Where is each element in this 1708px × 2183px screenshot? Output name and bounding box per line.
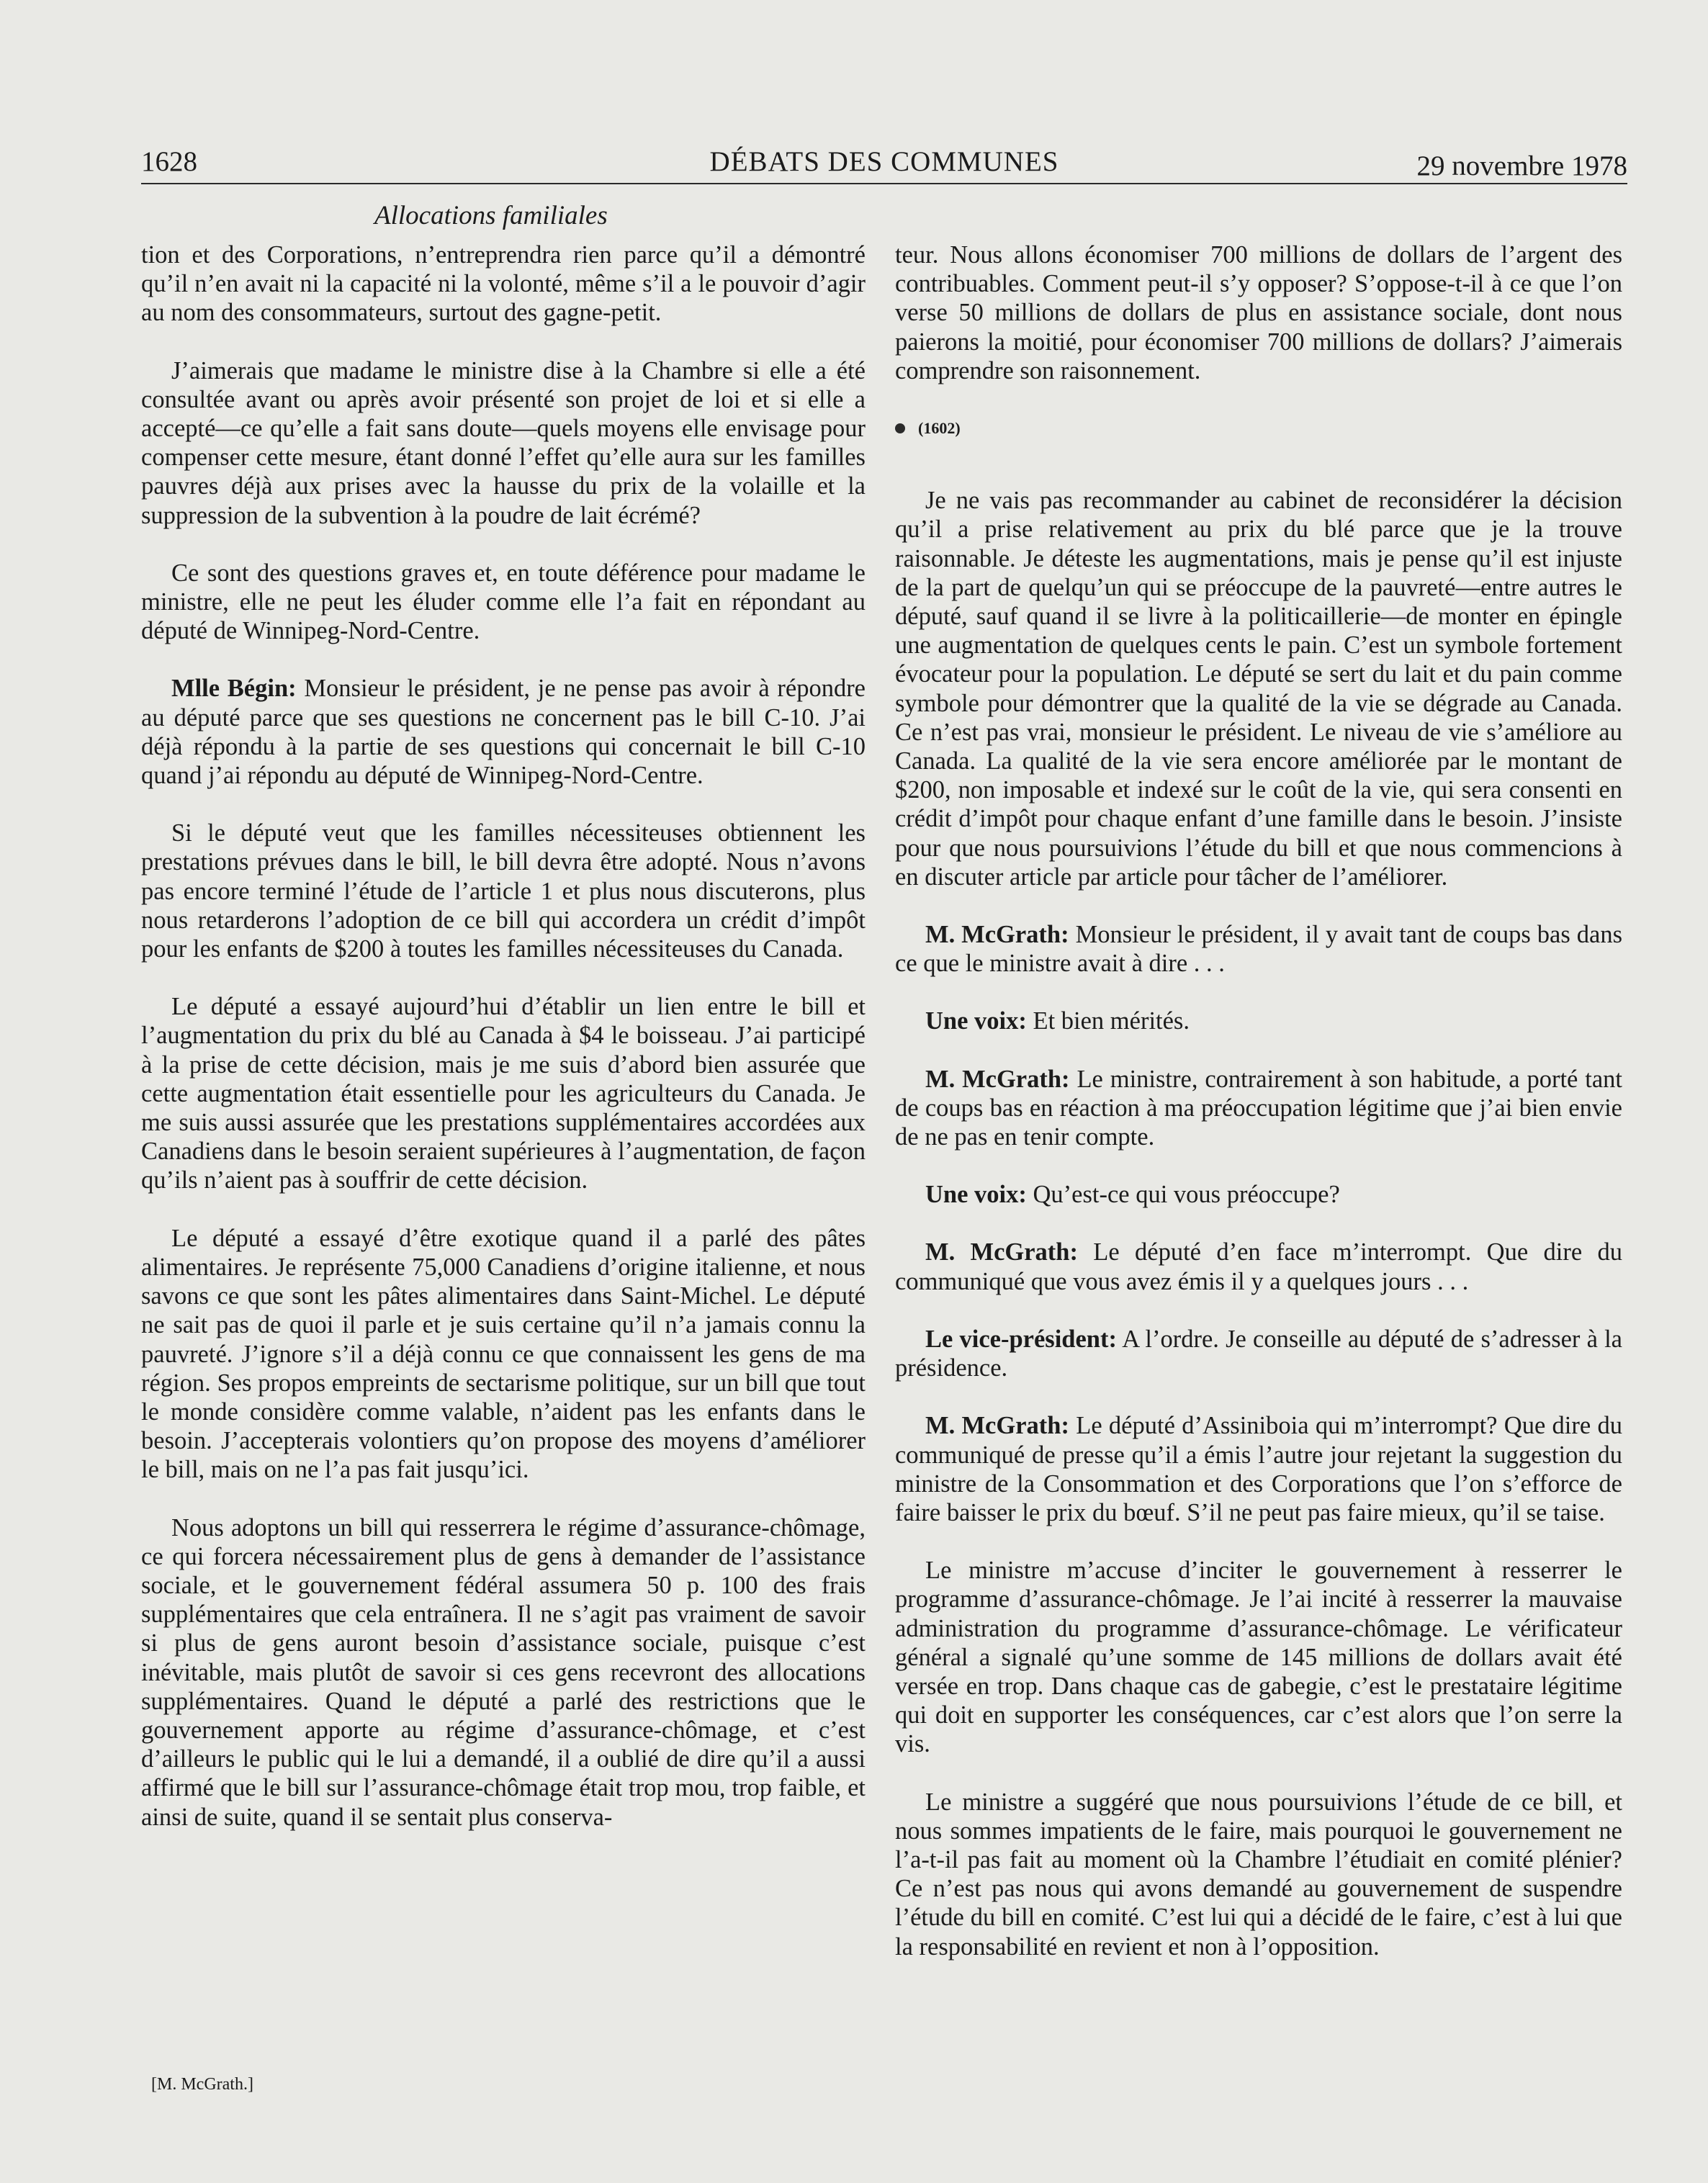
speech-paragraph [895, 1065, 1622, 1152]
speaker-name: M. McGrath: [925, 1412, 1069, 1440]
speech-paragraph [141, 674, 866, 790]
publication-title: DÉBATS DES COMMUNES [709, 146, 1059, 177]
speech-text: Le ministre, contrairement à son habitude, a porté tant de coups bas en réaction à ma préoccupation légitime que j’ai bien envie de ne pas en tenir compte. [895, 1065, 1622, 1151]
speech-paragraph [895, 1238, 1622, 1295]
publication-date: 29 novembre 1978 [1416, 150, 1627, 181]
speech-text: Monsieur le président, je ne pense pas avoir à répondre au député parce que ses questions ne concernent pas le bill C-10. J’ai déjà répondu à la partie de ses questions qui concernait le bill C-10 quand j’ai répondu au député de Winnipeg-Nord-Centre. [141, 675, 866, 790]
bullet-icon [895, 423, 905, 433]
speaker-name: M. McGrath: [925, 921, 1069, 949]
paragraph: J’aimerais que madame le ministre dise à la Chambre si elle a été consultée avant ou après avoir présenté son projet de loi et si elle a accepté—ce qu’elle a fait sans doute—quels moyens elle envisage pour compenser cette mesure, étant donné l’effet qu’elle aura sur les familles pauvres déjà aux prises avec la hausse du prix de la volaille et la suppression de la subvention à la poudre de lait écrémé? [141, 356, 866, 529]
paragraph: Je ne vais pas recommander au cabinet de reconsidérer la décision qu’il a prise relativement au prix du blé parce que je la trouve raisonnable. Je déteste les augmentations, mais je pense qu’il est injuste de la part de quelqu’un qui se préoccupe de la pauvreté—entre autres le député, sauf quand il se livre à la politicaillerie—de monter en épingle une augmentation de quelques cents le pain. C’est un symbole fortement évocateur pour la population. Le député se sert du lait et du pain comme symbole pour démontrer que la qualité de la vie se dégrade au Canada. Ce n’est pas vrai, monsieur le président. Le niveau de vie s’améliore au Canada. La qualité de la vie sera encore améliorée par le montant de $200, non imposable et indexé sur le coût de la vie, qui sera consenti en crédit d’impôt pour chaque enfant d’une famille dans le besoin. J’insiste pour que nous poursuivions l’étude du bill et que nous commencions à en discuter article par article pour tâcher de l’améliorer. [895, 487, 1622, 891]
speech-paragraph [895, 920, 1622, 978]
right-column [895, 240, 1622, 1990]
speaker-name: Une voix: [925, 1007, 1027, 1035]
speaker-name: M. McGrath: [925, 1065, 1070, 1093]
left-column [141, 240, 866, 1860]
speech-paragraph [895, 1180, 1622, 1209]
paragraph: Le ministre m’accuse d’inciter le gouvernement à resserrer le programme d’assurance-chômage. Je l’ai incité à resserrer la mauvaise administration du programme d’assurance-chômage. Le vérificateur général a signalé qu’une somme de 145 millions de dollars avait été versée en trop. Dans chaque cas de gabegie, c’est le prestataire légitime qui doit en supporter les conséquences, car c’est alors que l’on serre la vis. [895, 1557, 1622, 1758]
paragraph: Nous adoptons un bill qui resserrera le régime d’assurance-chômage, ce qui forcera nécessairement plus de gens à demander de l’assistance sociale, et le gouvernement fédéral assumera 50 p. 100 des frais supplémentaires que cela entraînera. Il ne s’agit pas vraiment de savoir si plus de gens auront besoin d’assistance sociale, puisque c’est inévitable, mais plutôt de savoir si ces gens recevront des allocations supplémentaires. Quand le député a parlé des restrictions que le gouvernement apporte au régime d’assurance-chômage, et c’est d’ailleurs le public qui le lui a demandé, il a oublié de dire qu’il a aussi affirmé que le bill sur l’assurance-chômage était trop mou, trop faible, et ainsi de suite, quand il se sentait plus conserva- [141, 1513, 866, 1831]
time-marker [895, 414, 1622, 443]
speech-text: Monsieur le président, il y avait tant de coups bas dans ce que le ministre avait à dire . . . [895, 921, 1622, 978]
continued-paragraph: teur. Nous allons économiser 700 millions de dollars de l’argent des contribuables. Comment peut-il s’y opposer? S’oppose-t-il à ce que l’on verse 50 millions de dollars de plus en assistance sociale, dont nous paierons la moitié, pour économiser 700 millions de dollars? J’aimerais comprendre son raisonnement. [895, 241, 1622, 384]
paragraph: Le ministre a suggéré que nous poursuivions l’étude de ce bill, et nous sommes impatients de le faire, mais pourquoi le gouvernement ne l’a-t-il pas fait au moment où la Chambre l’étudiait en comité plénier? Ce n’est pas nous qui avons demandé au gouvernement de suspendre l’étude du bill en comité. C’est lui qui a décidé de le faire, c’est à lui que la responsabilité en revient et non à l’opposition. [895, 1788, 1622, 1961]
speech-text: Et bien mérités. [1026, 1007, 1190, 1035]
section-subtitle: Allocations familiales [374, 201, 608, 230]
timecode: (1602) [918, 419, 961, 438]
page-number: 1628 [141, 146, 197, 177]
speech-paragraph [895, 1411, 1622, 1527]
speaker-name: Mlle Bégin: [171, 675, 297, 703]
continued-paragraph: tion et des Corporations, n’entreprendra rien parce qu’il a démontré qu’il n’en avait ni la capacité ni la volonté, même s’il a le pouvoir d’agir au nom des consommateurs, surtout des gagne-petit. [141, 241, 866, 327]
paragraph: Ce sont des questions graves et, en toute déférence pour madame le ministre, elle ne peut les éluder comme elle l’a fait en répondant au député de Winnipeg-Nord-Centre. [141, 559, 866, 645]
speech-paragraph [895, 1325, 1622, 1382]
speech-text: Qu’est-ce qui vous préoccupe? [1026, 1181, 1340, 1209]
speaker-name: Le vice-président: [925, 1325, 1117, 1353]
speech-text: Le député d’Assiniboia qui m’interrompt? Que dire du communiqué de presse qu’il a émis l’autre jour rejetant la suggestion du ministre de la Consommation et des Corporations que l’on s’efforce de faire baisser le prix du bœuf. S’il ne peut pas faire mieux, qu’il se taise. [895, 1412, 1622, 1526]
footer-speaker-note: [M. McGrath.] [151, 2075, 253, 2094]
page-header [141, 143, 1627, 184]
paragraph: Le député a essayé d’être exotique quand il a parlé des pâtes alimentaires. Je représente 75,000 Canadiens d’origine italienne, et nous savons ce que sont les pâtes alimentaires dans Saint-Michel. Le député ne sait pas de quoi il parle et je suis certaine qu’il n’a jamais connu la pauvreté. J’ignore s’il a déjà connu ce que connaissent les gens de ma région. Ses propos empreints de sectarisme politique, sur un bill que tout le monde considère comme valable, n’aident pas les enfants dans le besoin. J’accepterais volontiers qu’on propose des moyens d’améliorer le bill, mais on ne l’a pas fait jusqu’ici. [141, 1224, 866, 1484]
speaker-name: Une voix: [925, 1181, 1027, 1209]
paragraph: Si le député veut que les familles nécessiteuses obtiennent les prestations prévues dans le bill, le bill devra être adopté. Nous n’avons pas encore terminé l’étude de l’article 1 et plus nous discuterons, plus nous retarderons l’adoption de ce bill qui accordera un crédit d’impôt pour les enfants de $200 à toutes les familles nécessiteuses du Canada. [141, 819, 866, 963]
speaker-name: M. McGrath: [925, 1238, 1078, 1266]
paragraph: Le député a essayé aujourd’hui d’établir un lien entre le bill et l’augmentation du prix du blé au Canada à $4 le boisseau. J’ai participé à la prise de cette décision, mais je me suis d’abord bien assurée que cette augmentation était essentielle pour les agriculteurs du Canada. Je me suis aussi assurée que les prestations supplémentaires accordées aux Canadiens dans le besoin seraient supérieures à l’augmentation, de façon qu’ils n’aient pas à souffrir de cette décision. [141, 993, 866, 1194]
speech-text: Le député d’en face m’interrompt. Que dire du communiqué que vous avez émis il y a quelques jours . . . [895, 1238, 1622, 1295]
speech-paragraph [895, 1007, 1622, 1035]
speech-text: A l’ordre. Je conseille au député de s’adresser à la présidence. [895, 1325, 1622, 1382]
